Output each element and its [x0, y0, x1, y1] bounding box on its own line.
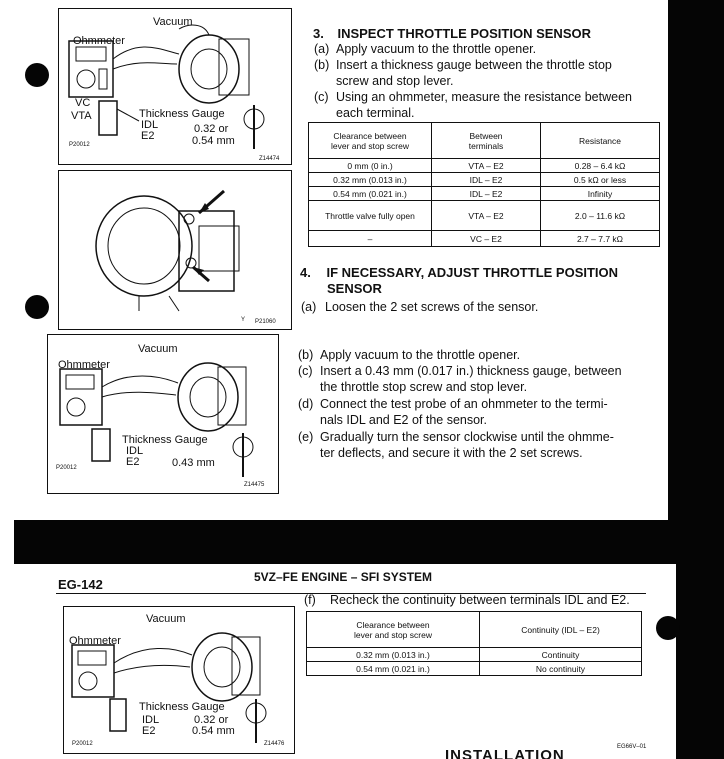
- cell-resistance: 2.7 – 7.7 kΩ: [541, 231, 660, 247]
- table-row: [309, 231, 660, 247]
- fig1-val2-label: 0.54 mm: [192, 135, 235, 147]
- section3-step-b: [314, 57, 664, 89]
- scan-edge-right: [668, 0, 724, 520]
- section4-step-b-key: (b): [298, 348, 314, 362]
- step-f: [304, 592, 664, 608]
- fig4-gauge-label: Thickness Gauge: [139, 701, 225, 713]
- fig3-e2-label: E2: [126, 456, 140, 468]
- section4-step-e-line2: ter deflects, and secure it with the 2 set screws.: [320, 446, 583, 460]
- fig4-val2-label: 0.54 mm: [192, 725, 235, 737]
- section4-heading: [300, 265, 618, 280]
- section3-step-b-line1: Insert a thickness gauge between the throttle stop: [336, 58, 612, 72]
- fig4-code-left: P20012: [72, 741, 93, 747]
- th-clearance: Clearance between lever and stop screw: [307, 612, 480, 648]
- continuity-table-header: [307, 612, 642, 648]
- section3-step-a-key: (a): [314, 42, 330, 56]
- cell-terminals: IDL – E2: [432, 173, 541, 187]
- fig3-val-label: 0.43 mm: [172, 457, 215, 469]
- fig1-vacuum-label: Vacuum: [153, 16, 193, 28]
- section4-step-e-line1: Gradually turn the sensor clockwise until the ohmme-: [320, 430, 614, 444]
- figure-continuity-check-drawing: [64, 607, 294, 753]
- section3-step-a: [314, 41, 664, 57]
- cell-clearance: 0 mm (0 in.): [309, 159, 432, 173]
- resistance-table: [308, 122, 660, 247]
- scan-edge-bottom-right: [676, 564, 724, 759]
- section4-step-d-line2: nals IDL and E2 of the sensor.: [320, 413, 488, 427]
- section4-step-b: [298, 347, 668, 363]
- fig4-e2-label: E2: [142, 725, 156, 737]
- figure-tps-adjustment: [47, 334, 279, 494]
- section3-heading: [313, 26, 591, 41]
- running-title: 5VZ–FE ENGINE – SFI SYSTEM: [254, 570, 433, 584]
- section3-step-b-key: (b): [314, 58, 330, 72]
- fig1-vc-label: VC: [75, 97, 91, 109]
- th-continuity: Continuity (IDL – E2): [480, 612, 642, 648]
- cell-clearance: 0.32 mm (0.013 in.): [307, 648, 480, 662]
- cell-resistance: 0.28 – 6.4 kΩ: [541, 159, 660, 173]
- section3-step-c-line2: each terminal.: [336, 106, 415, 120]
- cell-resistance: 2.0 – 11.6 kΩ: [541, 201, 660, 231]
- cell-resistance: 0.5 kΩ or less: [541, 173, 660, 187]
- fig1-gauge-label: Thickness Gauge: [139, 108, 225, 120]
- page-number: EG-142: [58, 577, 103, 592]
- binder-hole-top: [25, 63, 49, 87]
- cell-resistance: Infinity: [541, 187, 660, 201]
- section4-title-line1: IF NECESSARY, ADJUST THROTTLE POSITION: [326, 265, 619, 280]
- cell-terminals: VTA – E2: [432, 201, 541, 231]
- section4-step-b-text: Apply vacuum to the throttle opener.: [320, 348, 521, 362]
- cut-heading-clip: [445, 748, 585, 759]
- fig3-idl-label: IDL: [126, 445, 144, 457]
- figure-continuity-check: [63, 606, 295, 754]
- section4-step-a: [301, 299, 661, 315]
- scan-gap-band: [14, 520, 724, 564]
- section4-step-d-line1: Connect the test probe of an ohmmeter to the termi-: [320, 397, 608, 411]
- binder-hole-middle: [25, 295, 49, 319]
- cell-clearance: 0.54 mm (0.021 in.): [309, 187, 432, 201]
- corner-code: EG66V–01: [617, 744, 647, 750]
- table-row: [309, 159, 660, 173]
- fig1-ohmmeter-label: Ohmmeter: [73, 35, 125, 47]
- section4-step-e: [298, 429, 668, 461]
- cell-clearance: 0.32 mm (0.013 in.): [309, 173, 432, 187]
- fig3-gauge-label: Thickness Gauge: [122, 434, 208, 446]
- figure-throttle-body-drawing: [59, 171, 291, 329]
- cell-clearance: Throttle valve fully open: [309, 201, 432, 231]
- cell-continuity: No continuity: [480, 662, 642, 676]
- continuity-table: [306, 611, 642, 676]
- fig4-code-right: Z14476: [264, 741, 285, 747]
- section4-step-a-key: (a): [301, 300, 317, 314]
- section3-number: 3.: [313, 26, 324, 41]
- th-resistance: Resistance: [541, 123, 660, 159]
- section3-step-c: [314, 89, 664, 121]
- fig4-idl-label: IDL: [142, 714, 160, 726]
- fig4-vacuum-label: Vacuum: [146, 613, 186, 625]
- fig1-e2-label: E2: [141, 130, 155, 142]
- fig1-code-right: Z14474: [259, 156, 280, 162]
- step-f-text: Recheck the continuity between terminals IDL and E2.: [330, 593, 630, 607]
- section4-step-d: [298, 396, 668, 428]
- fig2-code-left: Y: [241, 317, 246, 323]
- table-row: [309, 201, 660, 231]
- section4-step-c: [298, 363, 668, 395]
- th-clearance: Clearance between lever and stop screw: [309, 123, 432, 159]
- fig1-code-left: P20012: [69, 142, 90, 148]
- fig4-val1-label: 0.32 or: [194, 714, 229, 726]
- cell-clearance: –: [309, 231, 432, 247]
- cell-terminals: IDL – E2: [432, 187, 541, 201]
- cell-terminals: VC – E2: [432, 231, 541, 247]
- table-row: [309, 173, 660, 187]
- cut-heading: INSTALLATION: [445, 748, 565, 759]
- figure-tps-inspection: [58, 8, 292, 165]
- section4-title-line2: SENSOR: [327, 281, 382, 296]
- section4-number: 4.: [300, 265, 311, 280]
- fig4-ohmmeter-label: Ohmmeter: [69, 635, 121, 647]
- fig3-code-right: Z14475: [244, 482, 265, 488]
- binder-hole-bottom: [656, 616, 680, 640]
- fig3-vacuum-label: Vacuum: [138, 343, 178, 355]
- fig1-vta-label: VTA: [71, 110, 92, 122]
- section3-step-b-line2: screw and stop lever.: [336, 74, 454, 88]
- fig2-code-right: P21060: [255, 319, 276, 325]
- section4-step-c-key: (c): [298, 364, 313, 378]
- fig1-val1-label: 0.32 or: [194, 123, 229, 135]
- table-row: [307, 648, 642, 662]
- section3-title: INSPECT THROTTLE POSITION SENSOR: [337, 26, 591, 41]
- fig1-idl-label: IDL: [141, 119, 159, 131]
- cell-continuity: Continuity: [480, 648, 642, 662]
- table-row: [307, 662, 642, 676]
- step-f-key: (f): [304, 593, 316, 607]
- section3-step-a-text: Apply vacuum to the throttle opener.: [336, 42, 537, 56]
- table-row: [309, 187, 660, 201]
- cell-terminals: VTA – E2: [432, 159, 541, 173]
- section4-step-a-text: Loosen the 2 set screws of the sensor.: [325, 300, 539, 314]
- fig3-ohmmeter-label: Ohmmeter: [58, 359, 110, 371]
- figure-throttle-body-screws: [58, 170, 292, 330]
- figure-tps-inspection-drawing: [59, 9, 291, 164]
- section3-step-c-key: (c): [314, 90, 329, 104]
- cell-clearance: 0.54 mm (0.021 in.): [307, 662, 480, 676]
- section4-heading-line2: [327, 281, 382, 296]
- section4-step-d-key: (d): [298, 397, 314, 411]
- fig3-code-left: P20012: [56, 465, 77, 471]
- section3-step-c-line1: Using an ohmmeter, measure the resistance between: [336, 90, 632, 104]
- resistance-table-header: [309, 123, 660, 159]
- th-terminals: Between terminals: [432, 123, 541, 159]
- section4-step-c-line1: Insert a 0.43 mm (0.017 in.) thickness gauge, between: [320, 364, 622, 378]
- section4-step-c-line2: the throttle stop screw and stop lever.: [320, 380, 528, 394]
- section4-step-e-key: (e): [298, 430, 314, 444]
